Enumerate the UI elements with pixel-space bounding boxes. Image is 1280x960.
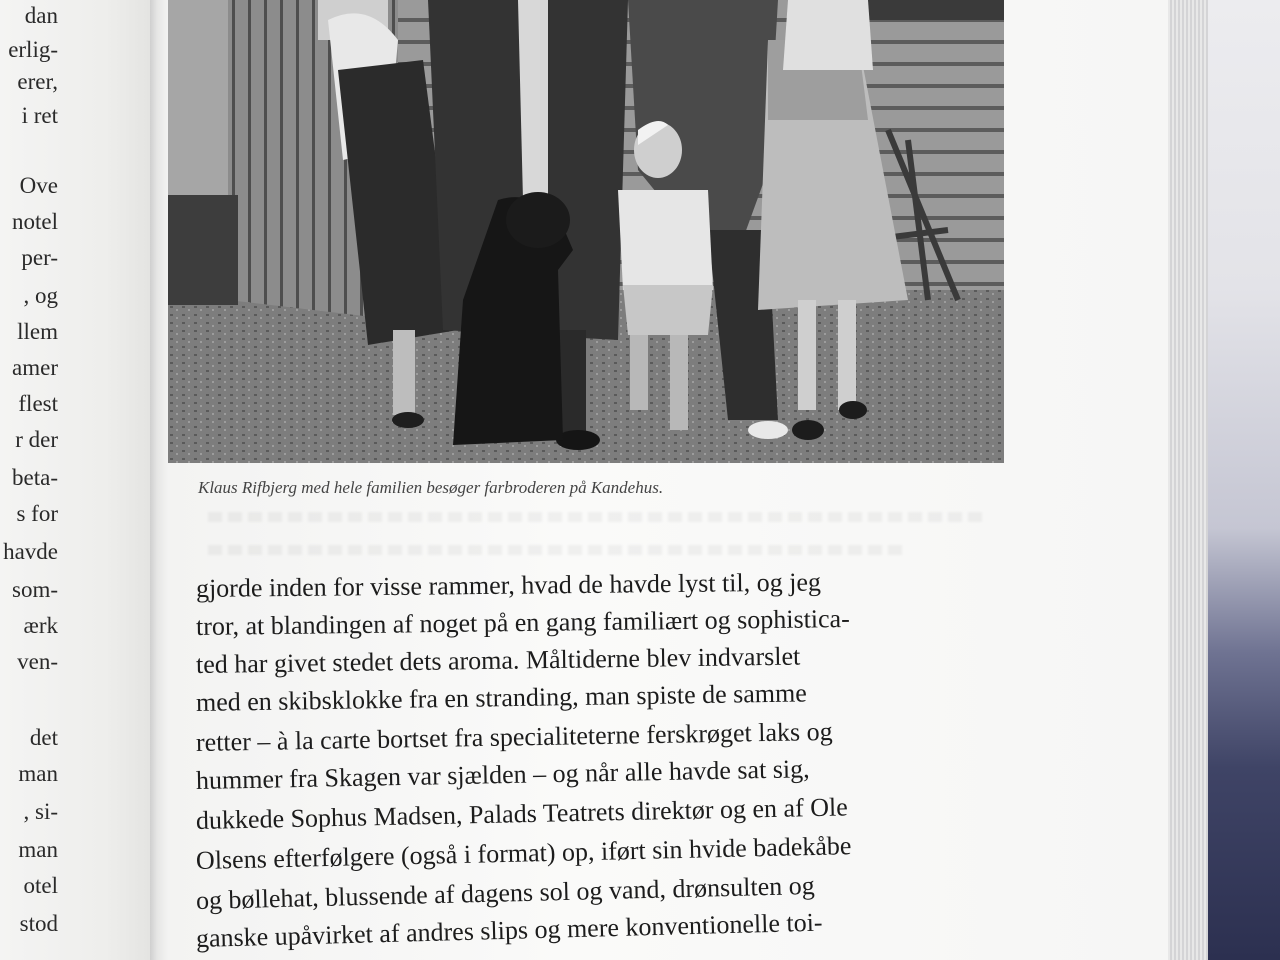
left-page-text-line: man <box>18 837 58 862</box>
right-page <box>168 0 1168 960</box>
left-page-text-line: llem <box>17 319 58 344</box>
left-page-text-line: erlig- <box>8 37 58 62</box>
left-page-text-line: , og <box>23 283 58 308</box>
left-page-text-line: havde <box>3 539 58 564</box>
body-text-line: Olsens efterfølgere (også i format) op, iført sin hvide badekåbe <box>195 831 852 875</box>
left-page-text-line: s for <box>16 501 58 526</box>
body-text-line: ganske upåvirket af andres slips og mere konventionelle toi- <box>195 907 823 953</box>
left-page-text-line: stod <box>19 911 58 936</box>
body-text-line: med en skibsklokke fra en stranding, man spiste de samme <box>195 678 808 717</box>
photo-caption: Klaus Rifbjerg med hele familien besøger farbroderen på Kandehus. <box>198 478 664 497</box>
left-page-text-line: man <box>18 761 58 786</box>
book-gutter <box>150 0 168 960</box>
body-text-line: retter – à la carte bortset fra specialiteterne ferskrøget laks og <box>195 716 833 757</box>
left-page-text-line: notel <box>12 209 58 234</box>
show-through-text <box>208 512 988 522</box>
left-page-text-line: som- <box>12 577 58 602</box>
left-page-text-line: i ret <box>21 103 58 128</box>
left-page-text-line: Ove <box>19 173 58 198</box>
family-photo <box>168 0 1004 463</box>
body-text-line: hummer fra Skagen var sjælden – og når alle havde sat sig, <box>195 754 810 795</box>
left-page-text-line: , si- <box>23 799 58 824</box>
left-page-text-line: ærk <box>23 613 58 638</box>
left-page <box>0 0 150 960</box>
left-page-text-line: per- <box>21 245 58 270</box>
body-text-line: dukkede Sophus Madsen, Palads Teatrets direktør og en af Ole <box>195 792 849 835</box>
left-page-text-line: det <box>29 725 58 750</box>
body-text-line: tror, at blandingen af noget på en gang familiært og sophistica- <box>195 604 850 641</box>
left-page-text-line: flest <box>18 391 58 416</box>
left-page-text-line: ven- <box>17 649 58 674</box>
body-text-line: og bøllehat, blussende af dagens sol og vand, drønsulten og <box>195 870 816 915</box>
show-through-text <box>208 545 908 555</box>
left-page-text-line: beta- <box>12 465 58 490</box>
left-page-text-line: amer <box>12 355 58 380</box>
left-page-text-line: erer, <box>17 69 58 94</box>
left-page-text-line: r der <box>15 427 58 452</box>
page-edges <box>1168 0 1208 960</box>
left-page-text-line: dan <box>24 3 58 28</box>
body-text-line: ted har givet stedet dets aroma. Måltiderne blev indvarslet <box>195 641 801 679</box>
book-cover <box>1208 0 1280 960</box>
left-page-text-line: otel <box>23 873 58 898</box>
body-text-line: gjorde inden for visse rammer, hvad de havde lyst til, og jeg <box>195 567 822 603</box>
